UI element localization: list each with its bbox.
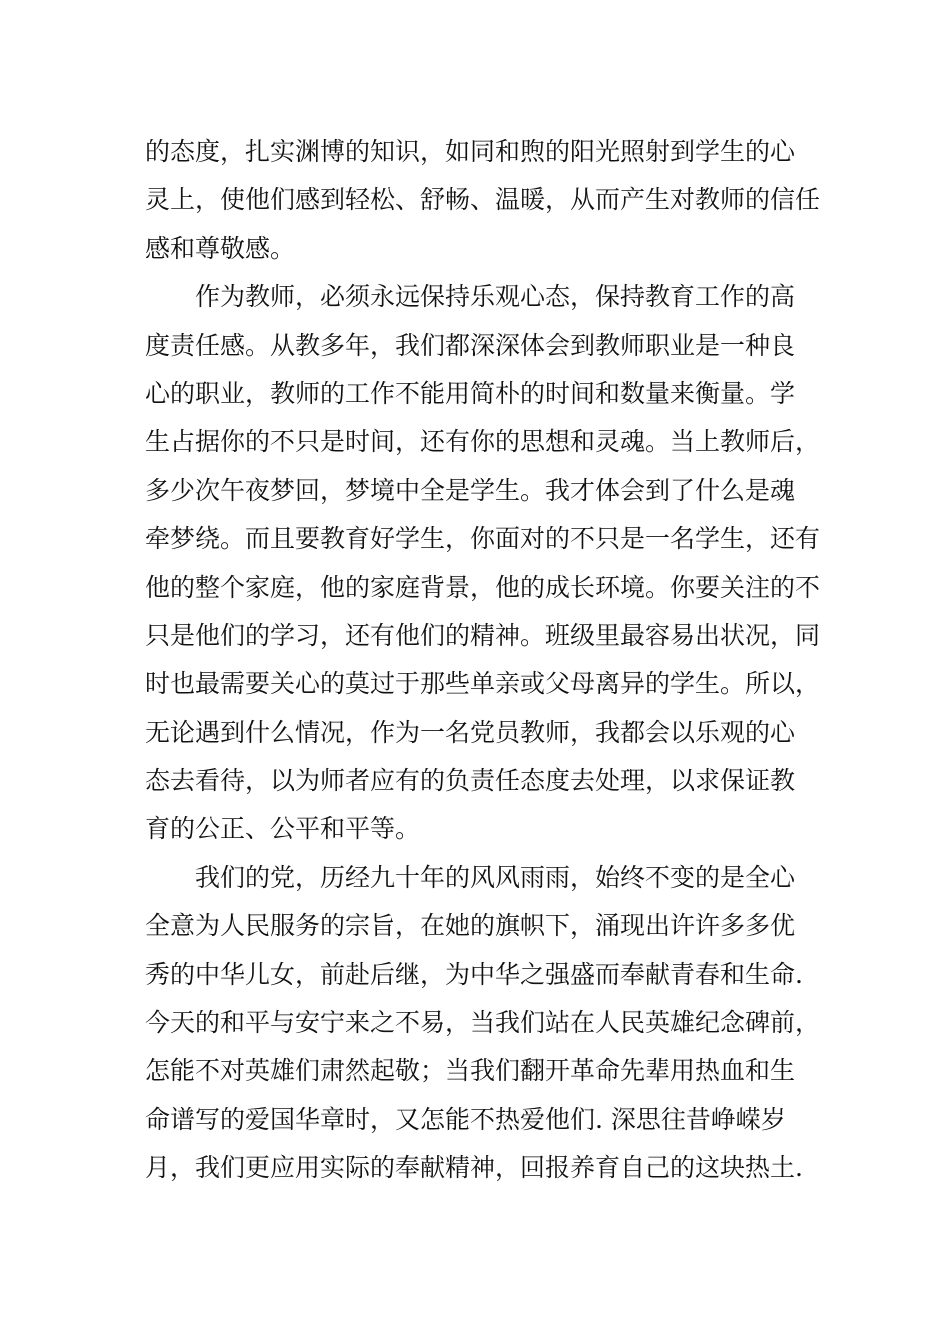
paragraph-1	[145, 128, 825, 273]
text-line: 命谱写的爱国华章时，又怎能不热爱他们. 深思往昔峥嵘岁	[145, 1104, 786, 1134]
text-line: 感和尊敬感。	[145, 233, 296, 263]
text-line: 灵上，使他们感到轻松、舒畅、温暖，从而产生对教师的信任	[145, 185, 821, 215]
text-line: 我们的党，历经九十年的风风雨雨，始终不变的是全心	[145, 862, 796, 892]
text-line: 多少次午夜梦回，梦境中全是学生。我才体会到了什么是魂	[145, 475, 796, 505]
body-text	[145, 128, 825, 1193]
text-line: 度责任感。从教多年，我们都深深体会到教师职业是一种良	[145, 330, 796, 360]
text-line: 心的职业，教师的工作不能用简朴的时间和数量来衡量。学	[145, 378, 796, 408]
text-line: 怎能不对英雄们肃然起敬；当我们翻开革命先辈用热血和生	[145, 1056, 796, 1086]
text-line: 育的公正、公平和平等。	[145, 814, 421, 844]
text-line: 他的整个家庭，他的家庭背景，他的成长环境。你要关注的不	[145, 572, 821, 602]
paragraph-3	[145, 854, 825, 1193]
text-line: 的态度，扎实渊博的知识，如同和煦的阳光照射到学生的心	[145, 137, 796, 166]
text-line: 今天的和平与安宁来之不易，当我们站在人民英雄纪念碑前，	[145, 1008, 821, 1038]
text-line: 牵梦绕。而且要教育好学生，你面对的不只是一名学生，还有	[145, 524, 821, 554]
text-line: 全意为人民服务的宗旨，在她的旗帜下，涌现出许许多多优	[145, 911, 796, 941]
text-line: 作为教师，必须永远保持乐观心态，保持教育工作的高	[145, 282, 796, 312]
text-line: 生占据你的不只是时间，还有你的思想和灵魂。当上教师后，	[145, 427, 821, 457]
text-line: 时也最需要关心的莫过于那些单亲或父母离异的学生。所以，	[145, 669, 821, 699]
text-line: 无论遇到什么情况，作为一名党员教师，我都会以乐观的心	[145, 717, 796, 747]
text-line: 月，我们更应用实际的奉献精神，回报养育自己的这块热土.	[145, 1153, 803, 1183]
text-line: 只是他们的学习，还有他们的精神。班级里最容易出状况，同	[145, 620, 821, 650]
text-line: 秀的中华儿女，前赴后继，为中华之强盛而奉献青春和生命.	[145, 959, 803, 989]
paragraph-2	[145, 273, 825, 854]
text-line: 态去看待，以为师者应有的负责任态度去处理，以求保证教	[145, 766, 796, 796]
